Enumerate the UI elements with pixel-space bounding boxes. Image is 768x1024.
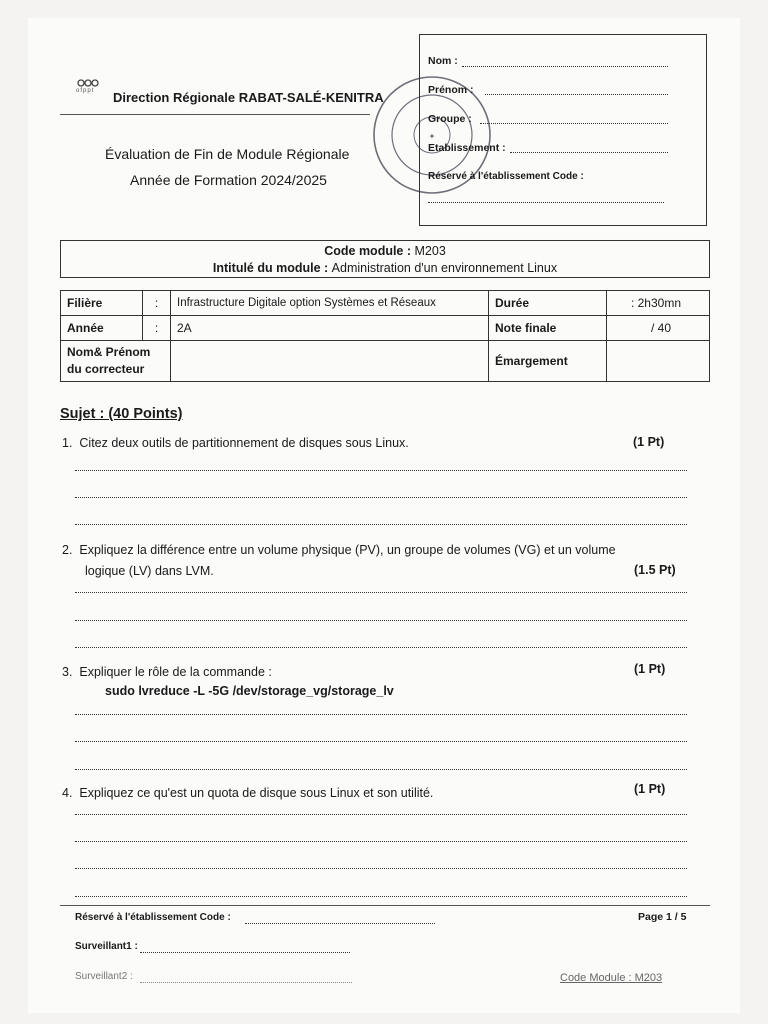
prenom-label: Prénom : <box>428 84 474 96</box>
answer-line[interactable] <box>75 647 687 648</box>
evaluation-title: Évaluation de Fin de Module Régionale <box>105 146 350 162</box>
question-2 <box>62 543 616 557</box>
nom-field[interactable] <box>462 66 668 67</box>
answer-line[interactable] <box>75 592 687 593</box>
correcteur-field[interactable] <box>171 341 489 382</box>
answer-line[interactable] <box>75 896 687 897</box>
module-code-label: Code module : <box>324 244 415 258</box>
footer-code-module: Code Module : M203 <box>560 972 663 984</box>
answer-line[interactable] <box>75 814 687 815</box>
question-number: 4. <box>62 786 73 800</box>
footer-reserve-label: Réservé à l'établissement Code : <box>75 912 231 923</box>
ofppt-logo <box>72 76 104 98</box>
filiere-label: Filière <box>61 291 143 316</box>
answer-line[interactable] <box>75 868 687 869</box>
groupe-field[interactable] <box>480 123 668 124</box>
filiere-value: Infrastructure Digitale option Systèmes et Réseaux <box>171 291 489 316</box>
org-name: Direction Régionale RABAT-SALÉ-KENITRA <box>113 90 384 105</box>
info-table <box>60 290 710 382</box>
emargement-field[interactable] <box>607 341 710 382</box>
question-text: Expliquer le rôle de la commande : <box>79 665 272 679</box>
ofppt-logo-mark <box>72 76 104 98</box>
surveillant2-label: Surveillant2 : <box>75 971 133 982</box>
module-title-label: Intitulé du module : <box>212 261 332 275</box>
groupe-label: Groupe : <box>428 113 472 125</box>
emargement-label: Émargement <box>489 341 607 382</box>
duree-value: : 2h30mn <box>607 291 710 316</box>
header-rule <box>60 114 370 115</box>
training-year: Année de Formation 2024/2025 <box>130 172 327 188</box>
question-2-points: (1.5 Pt) <box>634 563 676 577</box>
answer-line[interactable] <box>75 841 687 842</box>
answer-line[interactable] <box>75 714 687 715</box>
question-4-points: (1 Pt) <box>634 782 666 796</box>
question-4 <box>62 786 433 800</box>
table-row <box>61 291 710 316</box>
reserve-code-field[interactable] <box>428 202 664 203</box>
answer-line[interactable] <box>75 620 687 621</box>
footer-reserve-field[interactable] <box>245 923 435 924</box>
question-1 <box>62 436 409 450</box>
logo-text: ofppt <box>76 88 95 94</box>
note-label: Note finale <box>489 316 607 341</box>
question-1-points: (1 Pt) <box>633 435 665 449</box>
nom-label: Nom : <box>428 55 458 67</box>
answer-line[interactable] <box>75 470 687 471</box>
colon: : <box>143 291 171 316</box>
annee-value: 2A <box>171 316 489 341</box>
answer-line[interactable] <box>75 741 687 742</box>
module-title-line <box>60 261 710 275</box>
surveillant2-field[interactable] <box>140 982 352 983</box>
surveillant1-label: Surveillant1 : <box>75 941 138 952</box>
answer-line[interactable] <box>75 524 687 525</box>
question-3-points: (1 Pt) <box>634 662 666 676</box>
answer-line[interactable] <box>75 497 687 498</box>
question-3 <box>62 665 272 679</box>
annee-label: Année <box>61 316 143 341</box>
module-code: M203 <box>414 244 446 258</box>
question-text: Expliquez ce qu'est un quota de disque sous Linux et son utilité. <box>79 786 434 800</box>
reserve-code-label: Réservé à l'établissement Code : <box>428 171 584 182</box>
etablissement-field[interactable] <box>510 152 668 153</box>
module-code-line <box>60 244 710 258</box>
table-row <box>61 341 710 382</box>
module-title: Administration d'un environnement Linux <box>331 261 558 275</box>
student-info-box <box>419 34 707 226</box>
table-row <box>61 316 710 341</box>
question-text: Expliquez la différence entre un volume physique (PV), un groupe de volumes (VG) et un volume <box>79 543 616 557</box>
colon: : <box>143 316 171 341</box>
answer-line[interactable] <box>75 769 687 770</box>
surveillant1-field[interactable] <box>140 952 350 953</box>
prenom-field[interactable] <box>485 94 668 95</box>
question-number: 3. <box>62 665 73 679</box>
question-2-line2: logique (LV) dans LVM. <box>85 564 214 578</box>
question-number: 1. <box>62 436 73 450</box>
correcteur-label <box>61 341 171 382</box>
question-text: Citez deux outils de partitionnement de disques sous Linux. <box>79 436 409 450</box>
correcteur-label-line1: Nom& Prénom <box>67 345 151 359</box>
footer-rule <box>60 905 710 906</box>
correcteur-label-line2: du correcteur <box>67 362 145 376</box>
note-value: / 40 <box>607 316 710 341</box>
etablissement-label: Etablissement : <box>428 142 506 154</box>
page-number: Page 1 / 5 <box>638 911 687 923</box>
duree-label: Durée <box>489 291 607 316</box>
svg-text:✦: ✦ <box>428 132 436 141</box>
question-number: 2. <box>62 543 73 557</box>
subject-title: Sujet : (40 Points) <box>60 406 183 422</box>
question-3-command: sudo lvreduce -L -5G /dev/storage_vg/storage_lv <box>105 684 394 698</box>
